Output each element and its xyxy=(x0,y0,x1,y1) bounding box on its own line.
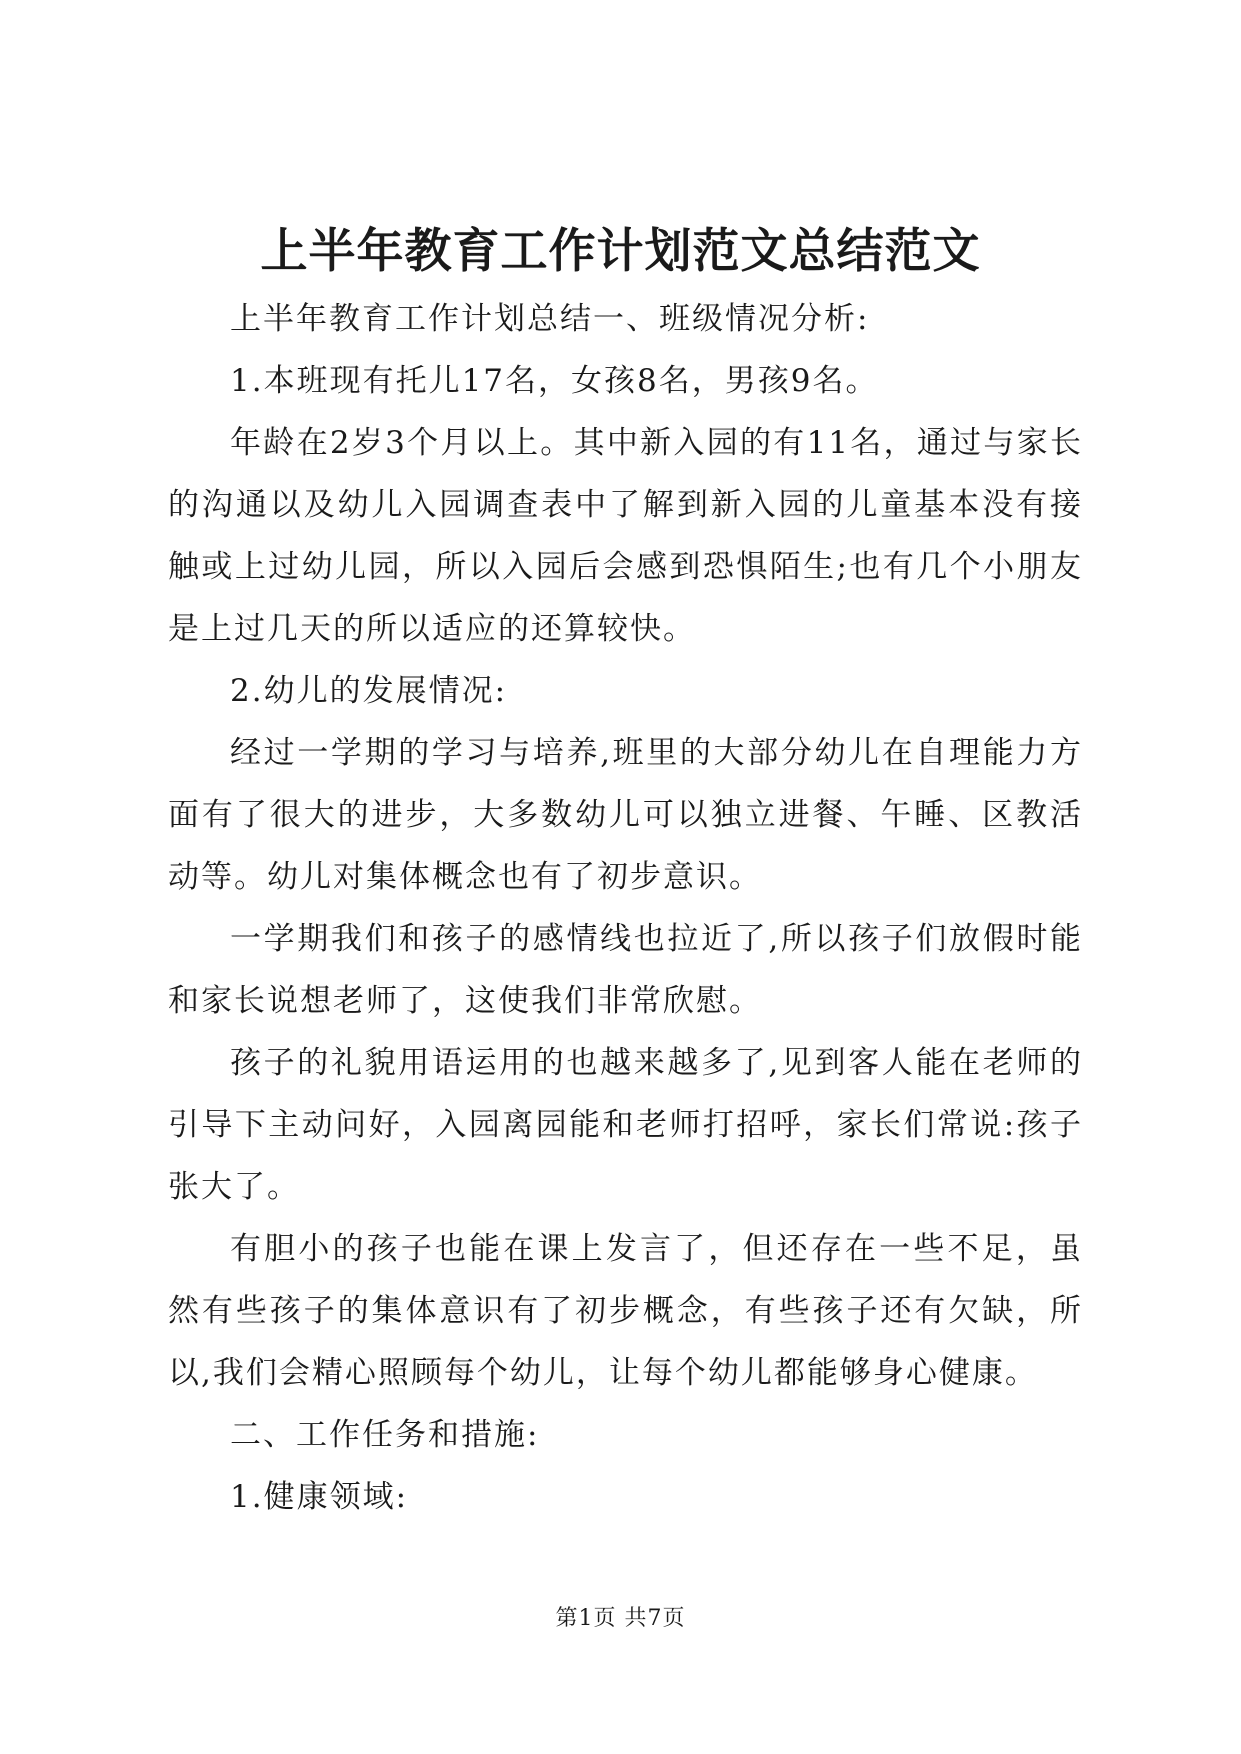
paragraph: 1.健康领域: xyxy=(230,1479,409,1515)
paragraph: 1.本班现有托儿17名，女孩8名，男孩9名。 xyxy=(230,363,879,399)
paragraph: 上半年教育工作计划总结一、班级情况分析: xyxy=(230,301,870,337)
page-number: 第1页 共7页 xyxy=(555,1606,686,1631)
paragraph: 年龄在2岁3个月以上。其中新入园的有11名，通过与家长的沟通以及幼儿入园调查表中了解到新入园的儿童基本没有接触或上过幼儿园，所以入园后会感到恐惧陌生;也有几个小朋友是上过几天的所以适应的还算较快。 xyxy=(168,425,1083,647)
section-heading: 二、工作任务和措施: xyxy=(230,1417,540,1453)
paragraph: 孩子的礼貌用语运用的也越来越多了,见到客人能在老师的引导下主动问好，入园离园能和老师打招呼，家长们常说:孩子张大了。 xyxy=(168,1045,1083,1205)
document-body xyxy=(168,288,1083,1528)
paragraph: 经过一学期的学习与培养,班里的大部分幼儿在自理能力方面有了很大的进步，大多数幼儿可以独立进餐、午睡、区教活动等。幼儿对集体概念也有了初步意识。 xyxy=(168,735,1083,895)
paragraph: 2.幼儿的发展情况: xyxy=(230,673,508,709)
paragraph: 有胆小的孩子也能在课上发言了，但还存在一些不足，虽然有些孩子的集体意识有了初步概念，有些孩子还有欠缺，所以,我们会精心照顾每个幼儿，让每个幼儿都能够身心健康。 xyxy=(168,1231,1083,1391)
document-title: 上半年教育工作计划范文总结范文 xyxy=(260,224,981,279)
paragraph: 一学期我们和孩子的感情线也拉近了,所以孩子们放假时能和家长说想老师了，这使我们非常欣慰。 xyxy=(168,921,1083,1019)
